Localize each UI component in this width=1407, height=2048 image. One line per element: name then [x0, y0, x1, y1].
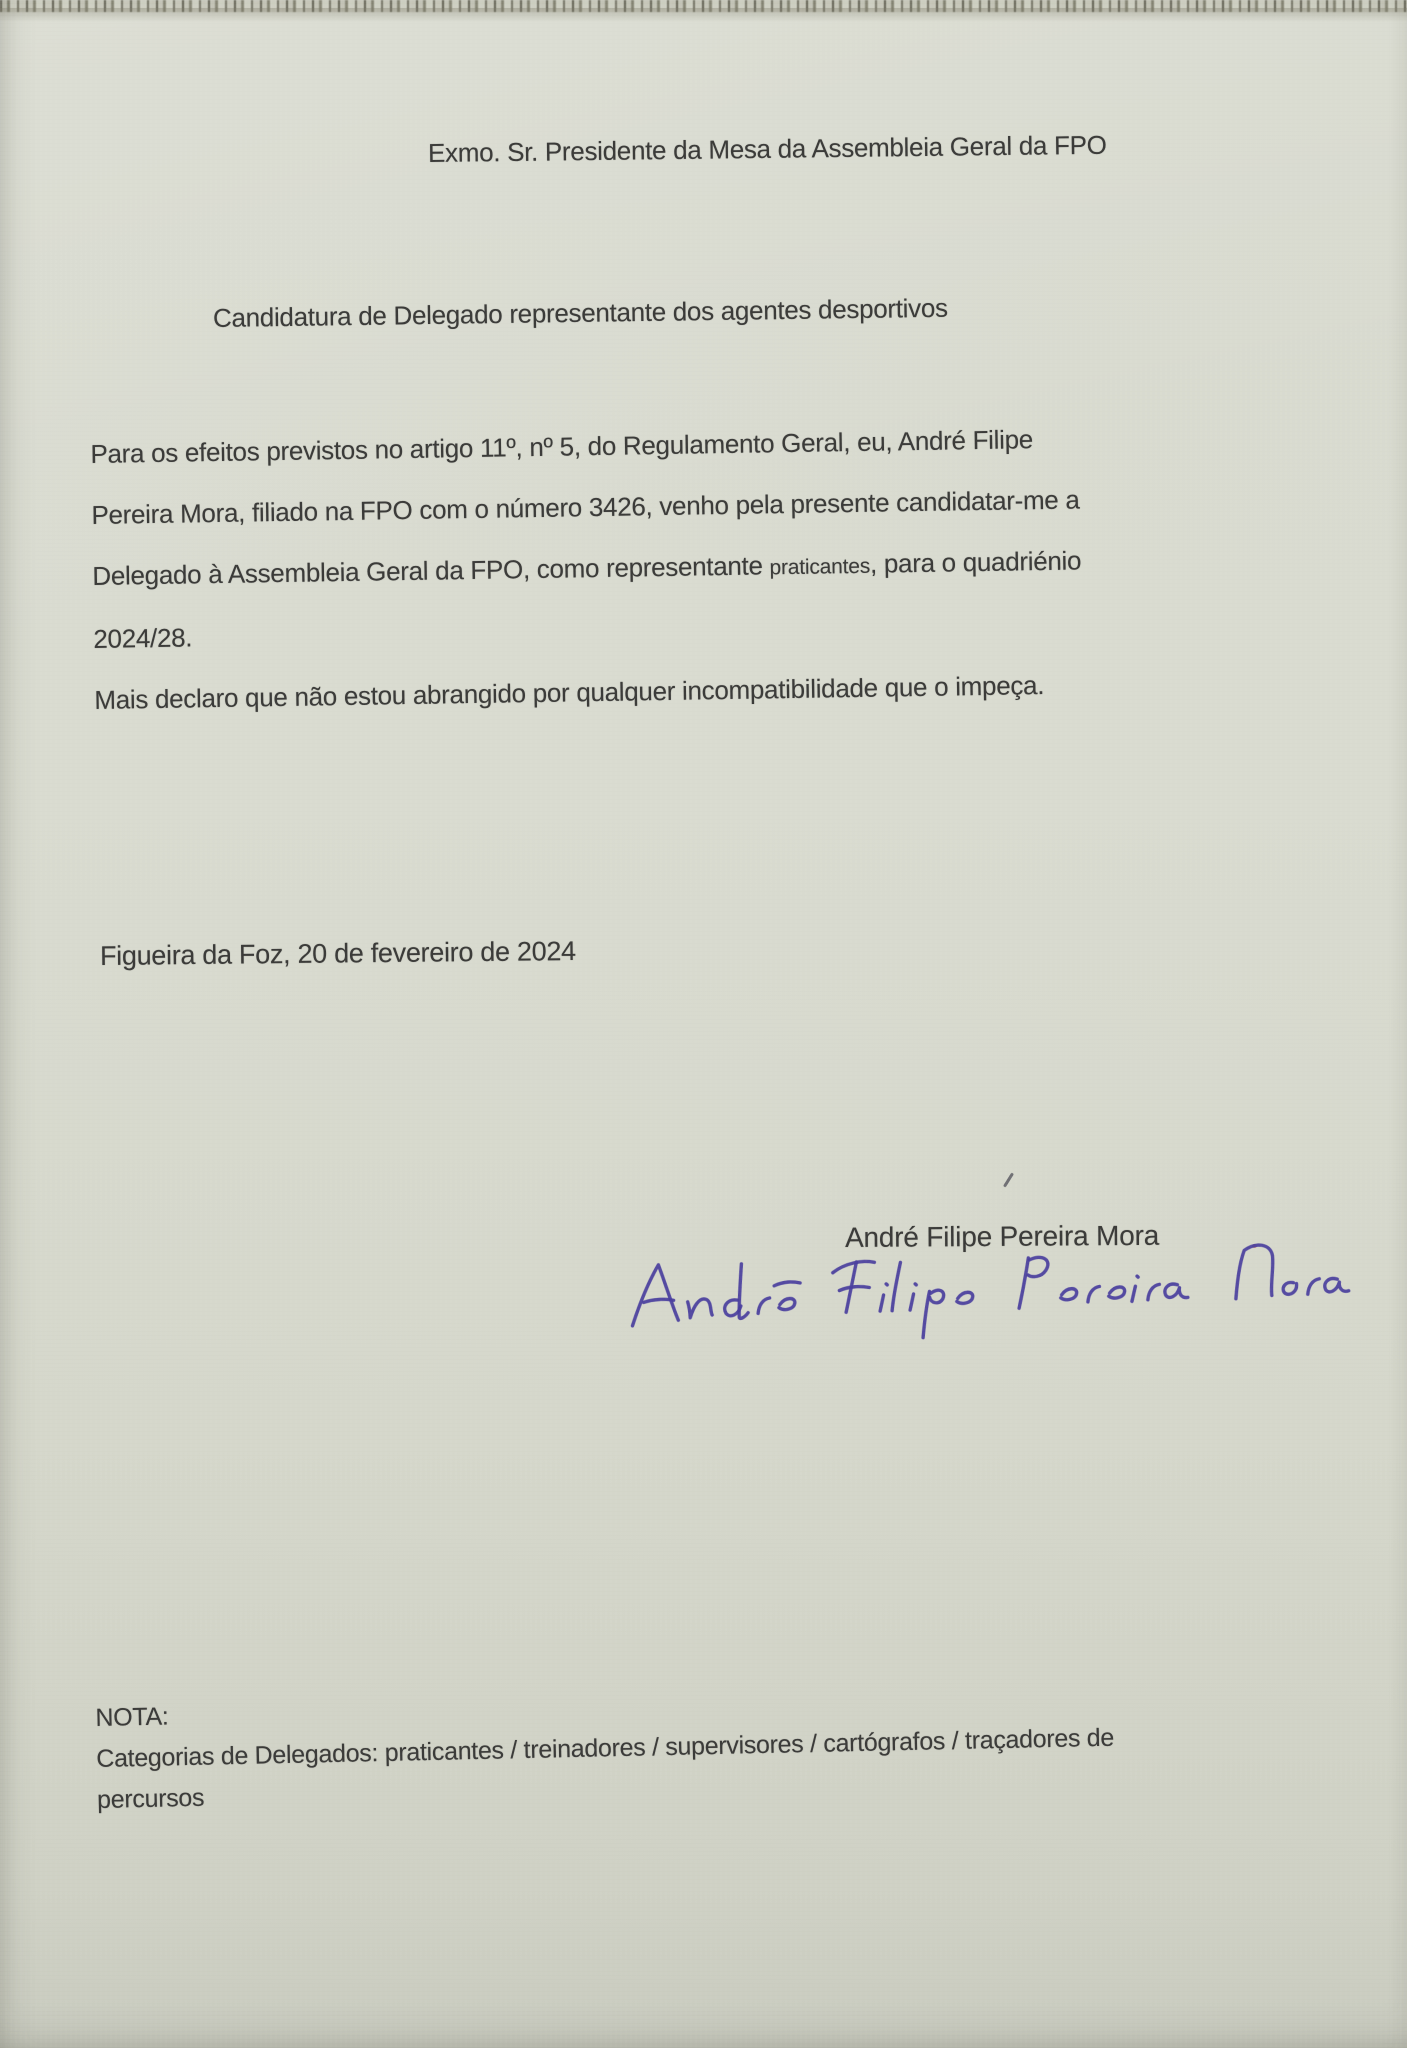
body-line-4: 2024/28.	[93, 622, 193, 654]
nota-label: NOTA:	[95, 1702, 169, 1732]
stray-pen-mark	[1003, 1172, 1014, 1187]
nota-categories-continuation: percursos	[96, 1783, 205, 1814]
place-date-line: Figueira da Foz, 20 de fevereiro de 2024	[99, 936, 576, 971]
body-line-2: Pereira Mora, filiado na FPO com o número 3426, venho pela presente candidatar-me a	[91, 484, 1080, 530]
handwritten-signature	[624, 1230, 1359, 1367]
nota-categories-line: Categorias de Delegados: praticantes / treinadores / supervisores / cartógrafos / traçadores de	[95, 1723, 1115, 1773]
recipient-line: Exmo. Sr. Presidente da Mesa da Assembleia Geral da FPO	[427, 129, 1107, 168]
signer-typed-name: André Filipe Pereira Mora	[844, 1219, 1160, 1253]
declaration-line: Mais declaro que não estou abrangido por qualquer incompatibilidade que o impeça.	[94, 670, 1045, 715]
nota-section	[95, 1677, 1115, 1821]
body-line-3-tail: , para o quadriénio	[869, 545, 1082, 579]
body-line-1: Para os efeitos previstos no artigo 11º, nº 5, do Regulamento Geral, eu, André Filipe	[90, 424, 1034, 469]
filled-category-value: praticantes	[769, 554, 871, 580]
body-line-3-text: Delegado à Assembleia Geral da FPO, como representante	[92, 550, 770, 591]
document-title: Candidatura de Delegado representante dos agentes desportivos	[212, 292, 948, 333]
paper-top-edge-shadow	[0, 8, 1407, 22]
body-paragraph	[90, 408, 1084, 730]
